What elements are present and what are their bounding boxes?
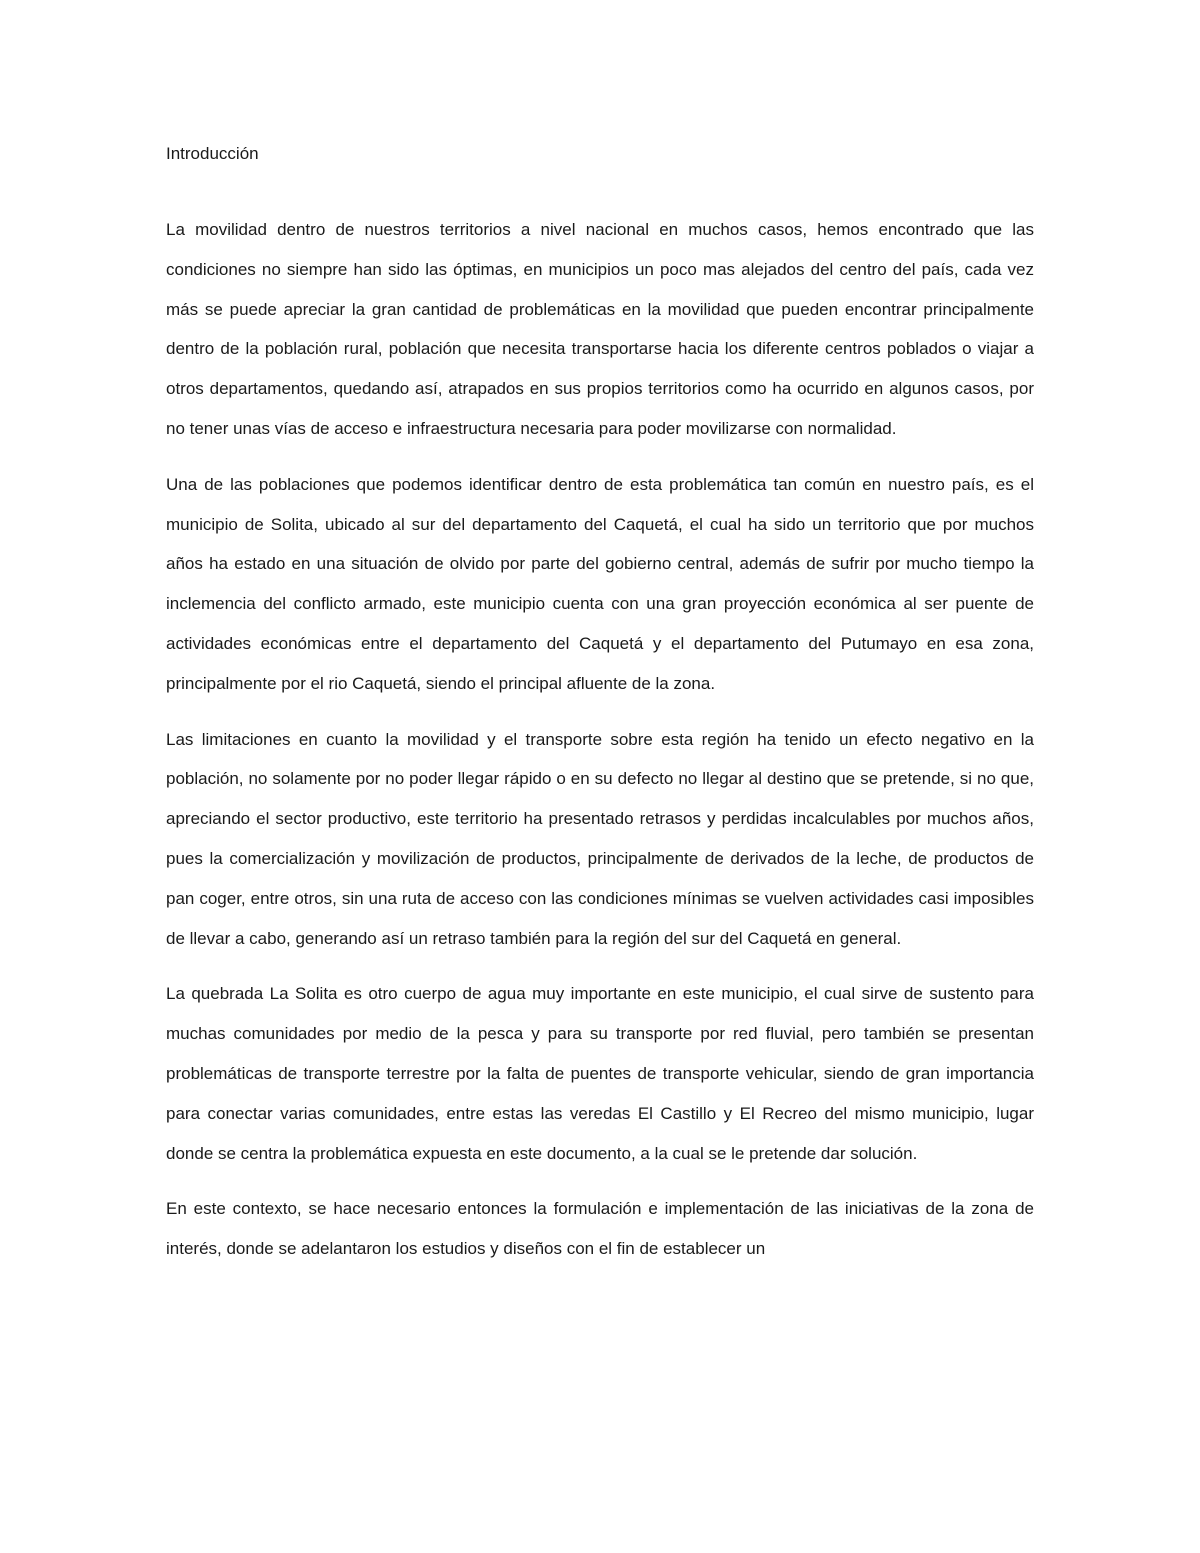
document-page	[166, 138, 1034, 1285]
paragraph-3: Las limitaciones en cuanto la movilidad y el transporte sobre esta región ha tenido un efecto negativo en la población, no solamente por no poder llegar rápido o en su defecto no llegar al destino que se pretende, si no que, apreciando el sector productivo, este territorio ha presentado retrasos y perdidas incalculables por muchos años, pues la comercialización y movilización de productos, principalmente de derivados de la leche, de productos de pan coger, entre otros, sin una ruta de acceso con las condiciones mínimas se vuelven actividades casi imposibles de llevar a cabo, generando así un retraso también para la región del sur del Caquetá en general.	[166, 729, 1034, 948]
paragraph-1: La movilidad dentro de nuestros territorios a nivel nacional en muchos casos, hemos encontrado que las condiciones no siempre han sido las óptimas, en municipios un poco mas alejados del centro del país, cada vez más se puede apreciar la gran cantidad de problemáticas en la movilidad que pueden encontrar principalmente dentro de la población rural, población que necesita transportarse hacia los diferente centros poblados o viajar a otros departamentos, quedando así, atrapados en sus propios territorios como ha ocurrido en algunos casos, por no tener unas vías de acceso e infraestructura necesaria para poder movilizarse con normalidad.	[166, 220, 1034, 438]
paragraph-4: La quebrada La Solita es otro cuerpo de agua muy importante en este municipio, el cual sirve de sustento para muchas comunidades por medio de la pesca y para su transporte por red fluvial, pero también se presentan problemáticas de transporte terrestre por la falta de puentes de transporte vehicular, siendo de gran importancia para conectar varias comunidades, entre estas las veredas El Castillo y El Recreo del mismo municipio, lugar donde se centra la problemática expuesta en este documento, a la cual se le pretende dar solución.	[166, 984, 1034, 1163]
paragraph-5: En este contexto, se hace necesario entonces la formulación e implementación de las iniciativas de la zona de interés, donde se adelantaron los estudios y diseños con el fin de establecer un	[166, 1199, 1034, 1259]
paragraph-2: Una de las poblaciones que podemos identificar dentro de esta problemática tan común en nuestro país, es el municipio de Solita, ubicado al sur del departamento del Caquetá, el cual ha sido un territorio que por muchos años ha estado en una situación de olvido por parte del gobierno central, además de sufrir por mucho tiempo la inclemencia del conflicto armado, este municipio cuenta con una gran proyección económica al ser puente de actividades económicas entre el departamento del Caquetá y el departamento del Putumayo en esa zona, principalmente por el rio Caquetá, siendo el principal afluente de la zona.	[166, 474, 1034, 693]
section-heading: Introducción	[166, 144, 259, 163]
